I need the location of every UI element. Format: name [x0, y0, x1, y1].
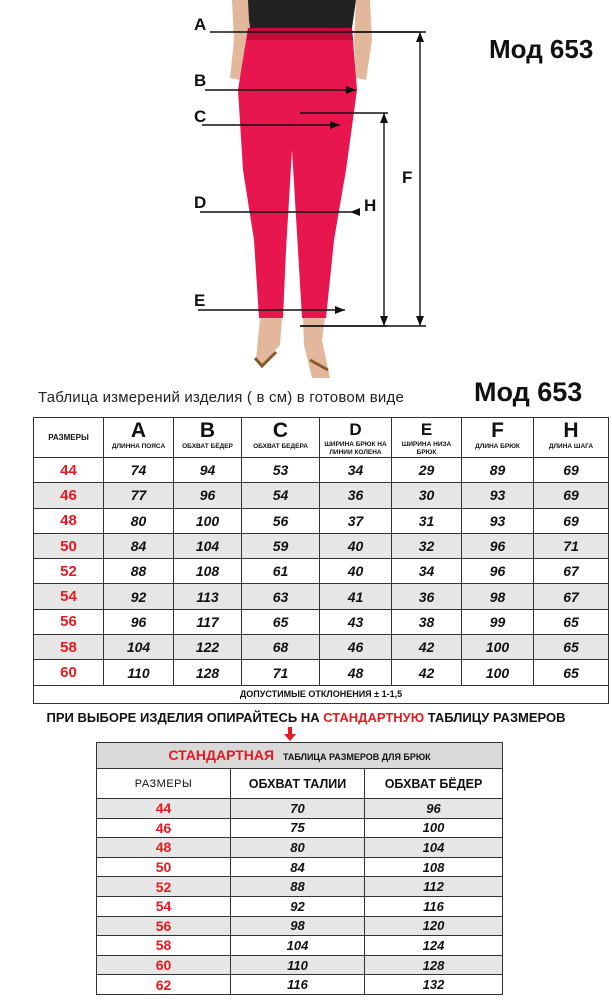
value-cell: 54 — [242, 483, 320, 508]
value-cell: 100 — [462, 660, 534, 685]
value-cell: 40 — [320, 559, 392, 584]
value-cell: 71 — [534, 533, 609, 558]
down-arrow-icon — [284, 727, 296, 741]
waistband — [247, 28, 353, 40]
hips-cell: 132 — [365, 975, 503, 995]
table-row — [97, 955, 503, 975]
size-advice — [0, 710, 612, 725]
standard-size-table — [96, 742, 503, 995]
value-cell: 69 — [534, 458, 609, 483]
size-cell: 44 — [34, 458, 104, 483]
table-row — [34, 584, 609, 609]
value-cell: 96 — [462, 559, 534, 584]
value-cell: 65 — [534, 635, 609, 660]
label-d: D — [194, 193, 207, 212]
value-cell: 42 — [392, 635, 462, 660]
table-row — [97, 799, 503, 819]
size-cell: 48 — [97, 838, 231, 858]
value-cell: 100 — [462, 635, 534, 660]
table-row — [97, 857, 503, 877]
value-cell: 96 — [174, 483, 242, 508]
tolerance-note: ДОПУСТИМЫЕ ОТКЛОНЕНИЯ ± 1-1,5 — [34, 685, 609, 703]
hips-header: ОБХВАТ БЁДЕР — [365, 769, 503, 799]
value-cell: 63 — [242, 584, 320, 609]
waist-cell: 104 — [231, 936, 365, 956]
waist-cell: 70 — [231, 799, 365, 819]
value-cell: 34 — [320, 458, 392, 483]
table-row — [34, 508, 609, 533]
label-h: H — [364, 196, 377, 215]
model-title-secondary: Мод 653 — [474, 377, 583, 407]
size-cell: 52 — [34, 559, 104, 584]
value-cell: 113 — [174, 584, 242, 609]
column-header-c: C ОБХВАТ БЕДЕРА — [242, 418, 320, 458]
value-cell: 93 — [462, 483, 534, 508]
standard-size-header: РАЗМЕРЫ — [97, 769, 231, 799]
hips-cell: 100 — [365, 818, 503, 838]
advice-text-start: ПРИ ВЫБОРЕ ИЗДЕЛИЯ ОПИРАЙТЕСЬ НА — [46, 710, 324, 725]
size-column-header: РАЗМЕРЫ — [34, 418, 104, 458]
table-row — [97, 936, 503, 956]
label-c: C — [194, 107, 207, 126]
value-cell: 110 — [104, 660, 174, 685]
size-cell: 58 — [97, 936, 231, 956]
value-cell: 61 — [242, 559, 320, 584]
standard-table-caption: СТАНДАРТНАЯ ТАБЛИЦА РАЗМЕРОВ ДЛЯ БРЮК — [97, 743, 503, 769]
value-cell: 104 — [104, 635, 174, 660]
label-e: E — [194, 291, 206, 310]
value-cell: 32 — [392, 533, 462, 558]
table-row — [97, 896, 503, 916]
size-cell: 54 — [34, 584, 104, 609]
value-cell: 31 — [392, 508, 462, 533]
value-cell: 37 — [320, 508, 392, 533]
column-header-a: A ДЛИННА ПОЯСА — [104, 418, 174, 458]
value-cell: 67 — [534, 559, 609, 584]
value-cell: 89 — [462, 458, 534, 483]
label-b: B — [194, 71, 207, 90]
label-f: F — [402, 168, 413, 187]
size-cell: 56 — [34, 609, 104, 634]
value-cell: 65 — [242, 609, 320, 634]
waist-cell: 84 — [231, 857, 365, 877]
hips-cell: 108 — [365, 857, 503, 877]
value-cell: 122 — [174, 635, 242, 660]
value-cell: 68 — [242, 635, 320, 660]
value-cell: 96 — [104, 609, 174, 634]
size-cell: 56 — [97, 916, 231, 936]
hips-cell: 124 — [365, 936, 503, 956]
value-cell: 88 — [104, 559, 174, 584]
column-header-d: D ШИРИНА БРЮК НА ЛИНИИ КОЛЕНА — [320, 418, 392, 458]
value-cell: 74 — [104, 458, 174, 483]
column-header-h: H ДЛИНА ШАГА — [534, 418, 609, 458]
waist-cell: 110 — [231, 955, 365, 975]
value-cell: 96 — [462, 533, 534, 558]
size-cell: 48 — [34, 508, 104, 533]
model-title: Мод 653 — [489, 34, 594, 64]
garment-measurements-table — [33, 417, 609, 704]
waist-cell: 92 — [231, 896, 365, 916]
size-cell: 44 — [97, 799, 231, 819]
hips-cell: 96 — [365, 799, 503, 819]
table-row — [34, 609, 609, 634]
column-header-b: B ОБХВАТ БЁДЕР — [174, 418, 242, 458]
size-cell: 52 — [97, 877, 231, 897]
value-cell: 99 — [462, 609, 534, 634]
value-cell: 104 — [174, 533, 242, 558]
value-cell: 59 — [242, 533, 320, 558]
value-cell: 38 — [392, 609, 462, 634]
waist-cell: 88 — [231, 877, 365, 897]
size-cell: 62 — [97, 975, 231, 995]
advice-highlight: СТАНДАРТНУЮ — [323, 710, 425, 725]
table-row — [34, 635, 609, 660]
waist-header: ОБХВАТ ТАЛИИ — [231, 769, 365, 799]
size-cell: 58 — [34, 635, 104, 660]
value-cell: 80 — [104, 508, 174, 533]
table-row — [34, 660, 609, 685]
size-cell: 50 — [97, 857, 231, 877]
size-cell: 46 — [34, 483, 104, 508]
value-cell: 108 — [174, 559, 242, 584]
table-row — [97, 916, 503, 936]
trousers — [238, 28, 357, 318]
waist-cell: 75 — [231, 818, 365, 838]
value-cell: 93 — [462, 508, 534, 533]
value-cell: 53 — [242, 458, 320, 483]
value-cell: 36 — [392, 584, 462, 609]
value-cell: 94 — [174, 458, 242, 483]
hips-cell: 112 — [365, 877, 503, 897]
black-top — [246, 0, 356, 28]
standard-table-caption-row — [97, 743, 503, 769]
value-cell: 98 — [462, 584, 534, 609]
hips-cell: 128 — [365, 955, 503, 975]
value-cell: 65 — [534, 609, 609, 634]
value-cell: 71 — [242, 660, 320, 685]
hips-cell: 120 — [365, 916, 503, 936]
size-cell: 54 — [97, 896, 231, 916]
table-row — [34, 559, 609, 584]
value-cell: 69 — [534, 508, 609, 533]
value-cell: 29 — [392, 458, 462, 483]
value-cell: 100 — [174, 508, 242, 533]
hips-cell: 104 — [365, 838, 503, 858]
size-cell: 50 — [34, 533, 104, 558]
value-cell: 69 — [534, 483, 609, 508]
table-row — [97, 818, 503, 838]
waist-cell: 98 — [231, 916, 365, 936]
value-cell: 40 — [320, 533, 392, 558]
value-cell: 84 — [104, 533, 174, 558]
label-a: A — [194, 15, 207, 34]
value-cell: 41 — [320, 584, 392, 609]
measurements-header-row — [34, 418, 609, 458]
hips-cell: 116 — [365, 896, 503, 916]
table-row — [97, 975, 503, 995]
table-row — [97, 877, 503, 897]
column-header-f: F ДЛИНА БРЮК — [462, 418, 534, 458]
tolerance-row — [34, 685, 609, 703]
waist-cell: 80 — [231, 838, 365, 858]
right-arm — [354, 0, 372, 80]
value-cell: 56 — [242, 508, 320, 533]
value-cell: 128 — [174, 660, 242, 685]
value-cell: 43 — [320, 609, 392, 634]
column-header-e: E ШИРИНА НИЗА БРЮК — [392, 418, 462, 458]
measurements-caption: Таблица измерений изделия ( в см) в готовом виде — [38, 389, 405, 406]
value-cell: 34 — [392, 559, 462, 584]
value-cell: 77 — [104, 483, 174, 508]
value-cell: 65 — [534, 660, 609, 685]
size-cell: 60 — [34, 660, 104, 685]
value-cell: 46 — [320, 635, 392, 660]
waist-cell: 116 — [231, 975, 365, 995]
value-cell: 30 — [392, 483, 462, 508]
size-cell: 46 — [97, 818, 231, 838]
table-row — [34, 533, 609, 558]
table-row — [97, 838, 503, 858]
standard-header-row — [97, 769, 503, 799]
value-cell: 67 — [534, 584, 609, 609]
value-cell: 48 — [320, 660, 392, 685]
table-row — [34, 458, 609, 483]
table-row — [34, 483, 609, 508]
value-cell: 92 — [104, 584, 174, 609]
size-cell: 60 — [97, 955, 231, 975]
advice-text-end: ТАБЛИЦУ РАЗМЕРОВ — [424, 710, 566, 725]
value-cell: 117 — [174, 609, 242, 634]
value-cell: 42 — [392, 660, 462, 685]
value-cell: 36 — [320, 483, 392, 508]
